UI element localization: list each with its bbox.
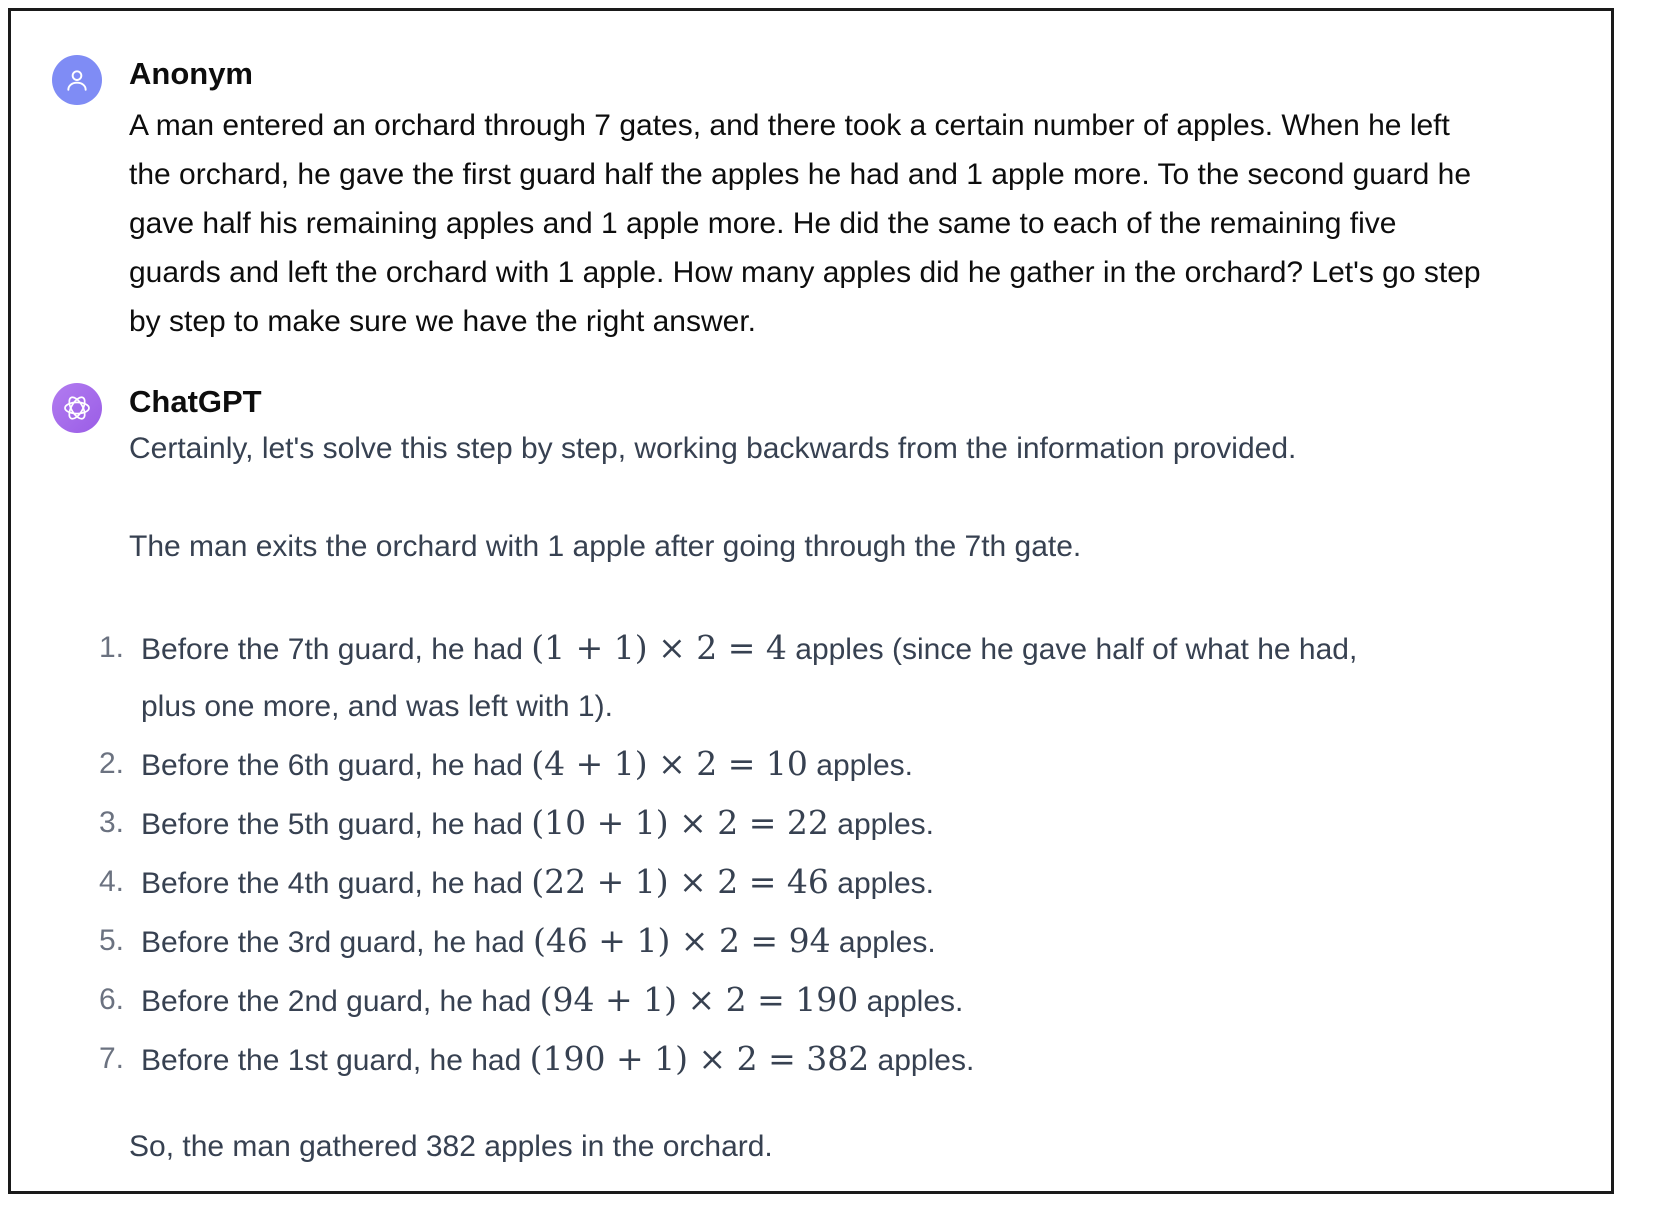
step-text: Before the 6th guard, he had [141, 749, 532, 782]
list-item [99, 1030, 1549, 1089]
list-item [99, 912, 1549, 971]
list-item [99, 619, 1549, 735]
step-text: Before the 1st guard, he had [141, 1044, 530, 1077]
list-number: 6. [99, 983, 125, 1016]
conclusion-paragraph: So, the man gathered 382 apples in the orchard. [129, 1130, 773, 1163]
step-math: (190 + 1) × 2 = 382 [529, 1039, 870, 1078]
step-text-after: apples. [830, 926, 936, 959]
list-number: 2. [99, 747, 125, 780]
step-text: Before the 3rd guard, he had [141, 926, 533, 959]
step-math: (1 + 1) × 2 = 4 [531, 628, 787, 667]
list-number: 7. [99, 1042, 125, 1075]
list-item [99, 735, 1549, 794]
step-text: Before the 5th guard, he had [141, 808, 532, 841]
step-text-after: apples. [869, 1044, 975, 1077]
list-number: 4. [99, 865, 125, 898]
user-icon [52, 55, 102, 105]
step-math: (46 + 1) × 2 = 94 [532, 921, 831, 960]
intro-paragraph: Certainly, let's solve this step by step, working backwards from the information provided. [129, 432, 1297, 465]
list-number: 1. [99, 631, 125, 664]
step-math: (4 + 1) × 2 = 10 [531, 744, 808, 783]
list-item [99, 971, 1549, 1030]
list-number: 5. [99, 924, 125, 957]
assistant-author-name: ChatGPT [129, 384, 262, 419]
step-text: Before the 7th guard, he had [141, 633, 532, 666]
step-text: Before the 2nd guard, he had [141, 985, 540, 1018]
step-math: (94 + 1) × 2 = 190 [539, 980, 859, 1019]
exit-paragraph: The man exits the orchard with 1 apple after going through the 7th gate. [129, 530, 1082, 563]
chat-frame [8, 8, 1614, 1194]
chatgpt-logo-icon [52, 383, 102, 433]
list-item [99, 794, 1549, 853]
step-text-after: apples. [828, 867, 934, 900]
step-math: (10 + 1) × 2 = 22 [531, 803, 829, 842]
list-item [99, 853, 1549, 912]
step-text-continued: plus one more, and was left with 1). [141, 690, 613, 723]
list-number: 3. [99, 806, 125, 839]
step-math: (22 + 1) × 2 = 46 [531, 862, 829, 901]
steps-list [99, 619, 1549, 1089]
user-author-name: Anonym [129, 56, 253, 91]
step-text-after: apples. [858, 985, 964, 1018]
step-text: Before the 4th guard, he had [141, 867, 532, 900]
user-message-text: A man entered an orchard through 7 gates, and there took a certain number of apples. When he left the orchard, he gave the first guard half the apples he had and 1 apple more. To the second guard he gave half his remaining apples and 1 apple more. He did the same to each of the remaining five guards and left the orchard with 1 apple. How many apples did he gather in the orchard? Let's go step by step to make sure we have the right answer. [129, 109, 1481, 338]
step-text-after: apples. [807, 749, 913, 782]
step-text-after: apples. [828, 808, 934, 841]
step-text-after: apples (since he gave half of what he had, [786, 633, 1358, 666]
